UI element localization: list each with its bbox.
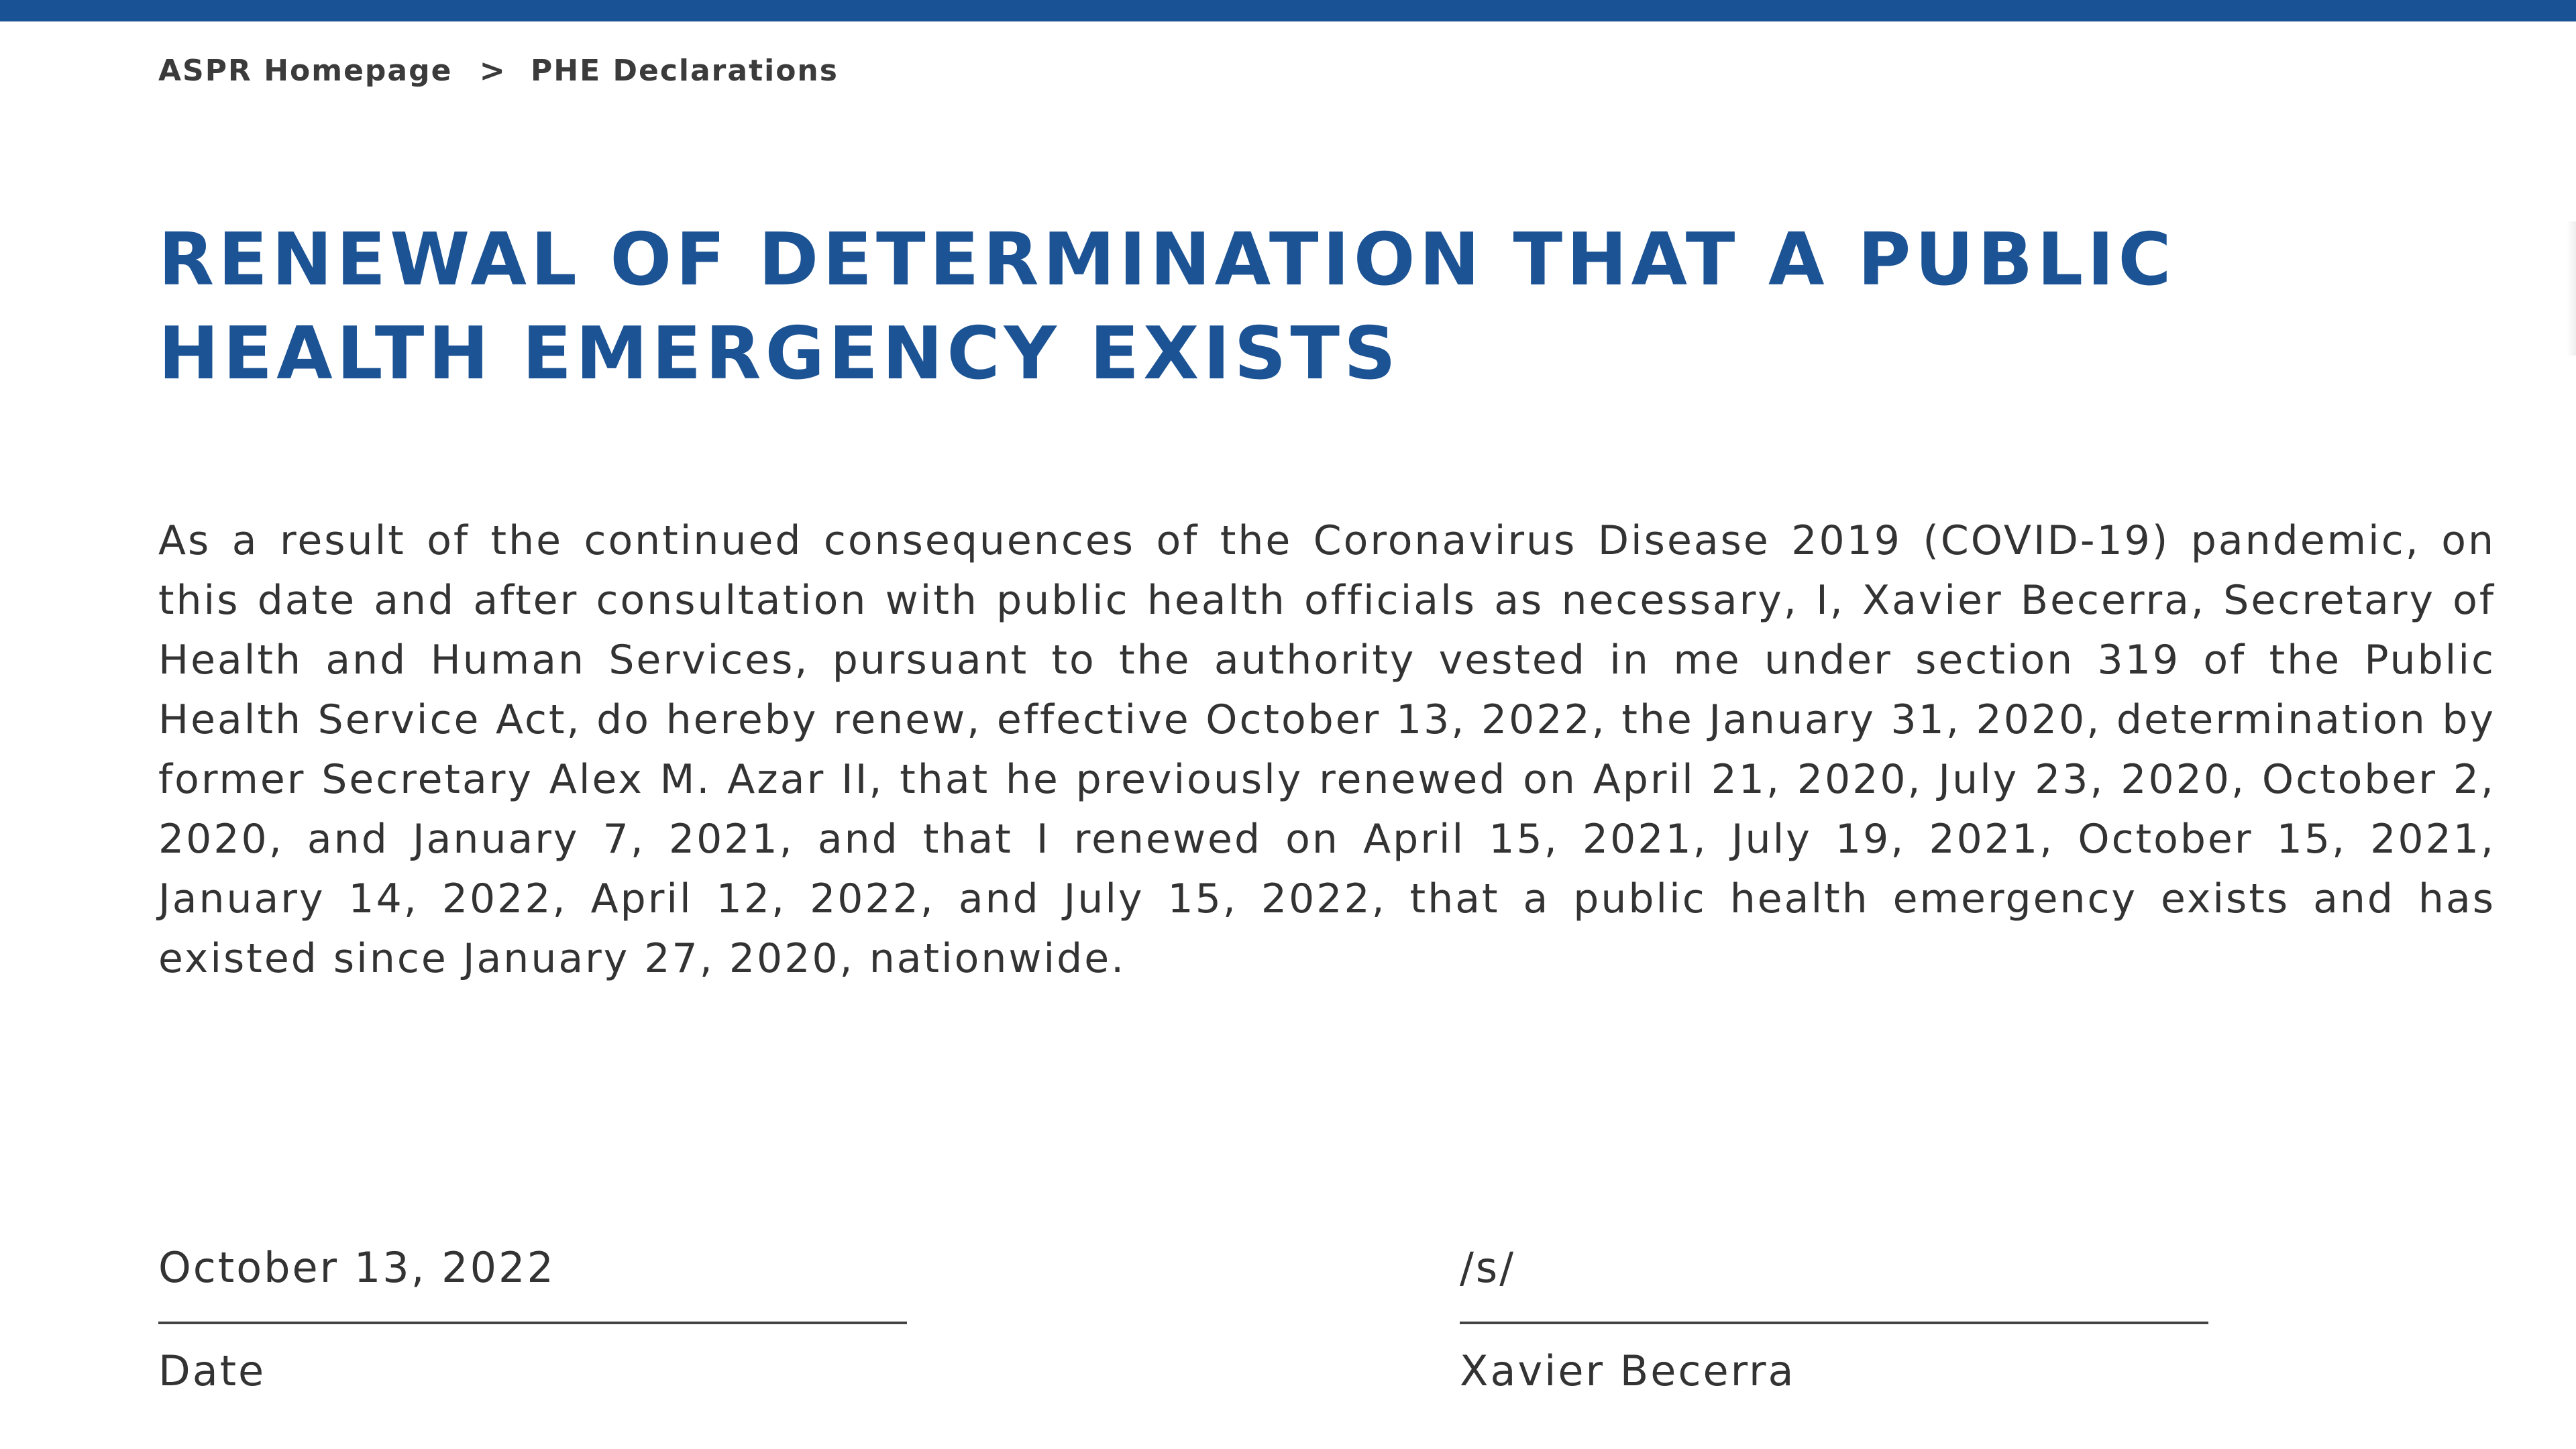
- top-banner-bar: [0, 0, 2576, 21]
- chevron-right-icon: >: [479, 52, 507, 89]
- page-edge-shadow: [2567, 221, 2576, 356]
- breadcrumb-link-phe-declarations[interactable]: PHE Declarations: [531, 53, 839, 88]
- date-signature-line: [158, 1322, 907, 1324]
- signature-mark: /s/: [1460, 1243, 1516, 1292]
- page-title: RENEWAL OF DETERMINATION THAT A PUBLIC HEALTH EMERGENCY EXISTS: [158, 218, 2176, 396]
- signer-signature-line: [1460, 1322, 2208, 1324]
- signature-date-label: Date: [158, 1346, 266, 1395]
- declaration-body-text: As a result of the continued consequences of the Coronavirus Disease 2019 (COVID-19) pandemic, on this date and after consultation with public health officials as necessary, I, Xavier Becerra, Secretary of Health and Human Services, pursuant to the authority vested in me under section 319 of the Public Health Service Act, do hereby renew, effective October 13, 2022, the January 31, 2020, determination by former Secretary Alex M. Azar II, that he previously renewed on April 21, 2020, July 23, 2020, October 2, 2020, and January 7, 2021, and that I renewed on April 15, 2021, July 19, 2021, October 15, 2021, January 14, 2022, April 12, 2022, and July 15, 2022, that a public health emergency exists and has existed since January 27, 2020, nationwide.: [158, 517, 2496, 982]
- signature-date-value: October 13, 2022: [158, 1243, 555, 1292]
- breadcrumb-link-aspr-homepage[interactable]: ASPR Homepage: [158, 53, 453, 88]
- signer-name: Xavier Becerra: [1460, 1346, 1796, 1395]
- signer-signature-block: [1460, 1241, 2208, 1398]
- date-signature-block: [158, 1241, 907, 1398]
- breadcrumb: [158, 52, 839, 89]
